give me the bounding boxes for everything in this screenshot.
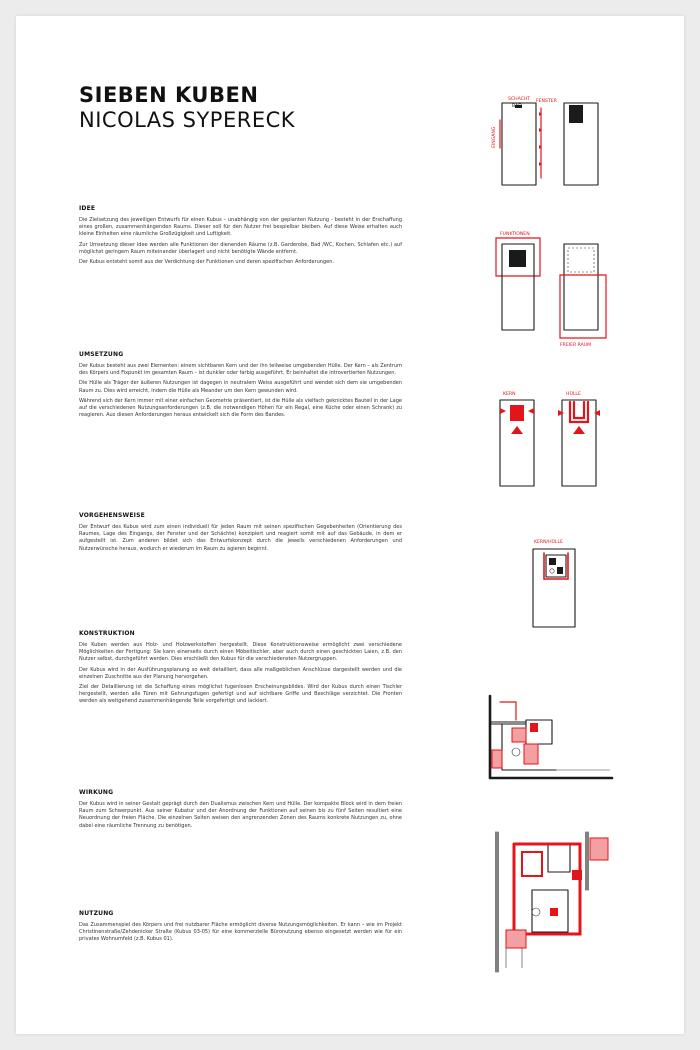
core-block <box>509 250 526 267</box>
shell-arrow <box>558 410 564 416</box>
sketch-core-shell-combined <box>520 534 590 630</box>
core-detail <box>530 723 538 732</box>
section-heading: VORGEHENSWEISE <box>79 512 145 519</box>
label-schacht: SCHACHT <box>508 97 531 102</box>
label-kern-huelle: KERN/HÜLLE <box>534 540 563 545</box>
wall-lines <box>506 948 522 968</box>
label-bad: BAD <box>512 104 522 109</box>
section-heading: NUTZUNG <box>79 910 114 917</box>
core-arrow <box>528 408 534 414</box>
core-block <box>510 405 524 421</box>
label-eingang: EINGANG <box>492 126 497 148</box>
section-heading: WIRKUNG <box>79 789 114 796</box>
core-arrow <box>500 408 506 414</box>
fixture-circle <box>532 908 540 916</box>
core-hatch <box>512 728 526 742</box>
wall-lines <box>490 722 526 724</box>
core-hatch <box>524 744 538 764</box>
sketch-plan-detail <box>486 690 616 784</box>
core-outline <box>548 844 570 872</box>
section-paragraph: Das Zusammenspiel des Körpers und frei nutzbarer Fläche ermöglicht diverse Nutzungsmöglichkeiten. Er kann – wie im Projekt Christinenstraße/Zehdenicker Straße (Kubus 03-05) für eine kommerzielle Büronutzung ebenso eingesetzt werden wie für ein privates Wohnumfeld (z.B. Kubus 01). <box>79 922 402 943</box>
core-block <box>569 105 583 123</box>
label-freier-raum: FREIER RAUM <box>560 343 592 348</box>
poster-author: NICOLAS SYPERECK <box>79 108 296 132</box>
shell-arrow <box>573 426 585 434</box>
core-outline <box>568 248 594 272</box>
room-outline <box>562 400 596 486</box>
section-paragraph: Der Kubus wird in seiner Gestalt geprägt durch den Dualismus zwischen Kern und Hülle. Der kompakte Block wird in dem freien Raum zum Schwerpunkt. Aus seiner Kubatur und der Anordnung der Funktionen auf seinen bis zu fünf Seiten resultiert eine Neuordnung der freien Fläche. Die einzelnen Seiten weisen den angrenzenden Zonen des Raums konkrete Nutzungen zu, ohne dabei eine räumliche Trennung zu benötigen. <box>79 801 402 829</box>
section-konstruktion <box>79 630 402 709</box>
section-vorgehensweise <box>79 512 402 556</box>
section-paragraph: Während sich der Kern immer mit einer einfachen Geometrie präsentiert, ist die Hülle als vielfach geknicktes Bauteil in der Lage auf die verschiedenen Nutzungsanforderungen (z.B. die notwendigen Höhen für ein Regal, eine Küche oder einen Schrank) zu reagieren. Aus diesen Anforderungen heraus entwickelt sich die Form des Bandes. <box>79 397 402 419</box>
core-hatch <box>506 930 526 948</box>
core-detail <box>572 870 582 880</box>
section-paragraph: Zur Umsetzung dieser Idee werden alle Funktionen der dienenden Räume (z.B. Garderobe, Bad /WC, Kochen, Schlafen etc.) auf möglichst geringem Raum miteinander überlagert und nicht benötigte Wände entfernt. <box>79 241 402 255</box>
room-outline <box>502 103 536 185</box>
wall-lines <box>490 696 612 778</box>
core-hatch <box>590 838 608 860</box>
section-umsetzung <box>79 351 402 422</box>
shell-meander <box>570 402 588 422</box>
shell-line <box>500 702 516 720</box>
poster-title: SIEBEN KUBEN <box>79 83 259 107</box>
core-hatch <box>492 750 502 768</box>
sketch-room-elements <box>486 88 616 190</box>
shell-arrow <box>594 410 600 416</box>
fixture-circle <box>550 569 554 573</box>
free-space-zone <box>560 275 606 338</box>
sketch-functions-space <box>486 228 616 348</box>
shell-meander <box>544 553 568 579</box>
label-funktionen: FUNKTIONEN <box>500 232 530 237</box>
core-detail <box>549 558 556 565</box>
shell-meander <box>522 852 542 876</box>
section-wirkung <box>79 789 402 833</box>
sketch-core-shell <box>486 388 616 490</box>
wall-lines <box>586 832 588 890</box>
section-paragraph: Die Hülle als Träger der äußeren Nutzungen ist dagegen in neutralem Weiss ausgeführt und wendet sich dem sie umgebenden Raum zu. Dies wird erreicht, indem die Hülle als Meander um den Kern gewunden wird. <box>79 380 402 394</box>
section-heading: KONSTRUKTION <box>79 630 135 637</box>
label-kern: KERN <box>503 392 516 397</box>
core-detail <box>557 567 563 574</box>
core-arrow <box>511 426 523 434</box>
section-heading: UMSETZUNG <box>79 351 124 358</box>
fixture-circle <box>512 748 520 756</box>
section-paragraph: Die Zielsetzung des jeweiligen Entwurfs für einen Kubus – unabhängig von der geplanten Nutzung - besteht in der Erschaffung eines großen, zusammenhängenden Raums. Dieser soll für den Nutzer frei bespielbar bleiben. Auf diese Weise erhalten auch kleine Einheiten eine räumliche Großzügigkeit und Luftigkeit. <box>79 217 402 238</box>
sketch-floor-plan <box>486 830 616 976</box>
section-nutzung <box>79 910 402 947</box>
section-paragraph: Die Kuben werden aus Holz- und Holzwerkstoffen hergestellt. Diese Konstruktionsweise ermöglicht zwei verschiedene Möglichkeiten der Fertigung: Sie kann einerseits durch einen Möbeltischler, aber auch durch einen geschickten Laien, z.B. den Nutzer selbst, durchgeführt werden. Dies erschließt den Kubus für die verschiedensten Nutzergruppen. <box>79 642 402 663</box>
section-heading: IDEE <box>79 205 96 212</box>
section-paragraph: Der Kubus wird in der Ausführungsplanung so weit detailliert, dass alle maßgeblichen Anschlüsse dargestellt werden und die einzelnen Zuschnitte aus der Planung hervorgehen. <box>79 666 402 680</box>
section-paragraph: Der Kubus entsteht somit aus der Verdichtung der Funktionen und deren spezifischen Anforderungen. <box>79 259 334 266</box>
core-detail <box>550 908 558 916</box>
core-outline <box>526 720 552 744</box>
label-huelle: HÜLLE <box>566 392 581 397</box>
section-paragraph: Ziel der Detaillierung ist die Schaffung eines möglichst fugenlosen Erscheinungsbildes. Wird der Kubus durch einen Tischler hergestellt, werden alle Türen mit Gehrungsfugen gefertigt und auf sichtbare Griffe und Beschläge verzichtet. Die Fronten werden als weitgehend zusammenhängende Teile vorgefertigt und lackiert. <box>79 684 402 705</box>
wall-lines <box>496 832 498 972</box>
label-fenster: FENSTER <box>536 99 557 104</box>
section-idee <box>79 205 402 269</box>
section-paragraph: Der Entwurf des Kubus wird zum einen individuell für jeden Raum mit seinen spezifischen Gegebenheiten (Orientierung des Raumes, Lage des Eingangs, der Fenster und der Schächte) konzipiert und reagiert somit mit auf das Gebäude, in dem er aufgestellt ist. Zum anderen bildet sich das Entwurfskonzept durch die jeweils verschiedenen Anforderungen und Nutzerwünsche heraus, wodurch er wiederum im Raum zu agieren beginnt. <box>79 524 402 552</box>
room-outline <box>564 244 598 330</box>
section-paragraph: Der Kubus besteht aus zwei Elementen: einem sichtbaren Kern und der ihn teilweise umgebenden Hülle. Der Kern – als Zentrum des Körpers und Fixpunkt im gesamten Raum – ist dunkler oder farbig ausgeführt. Er beinhaltet die introvertierten Nutzungen. <box>79 363 402 377</box>
